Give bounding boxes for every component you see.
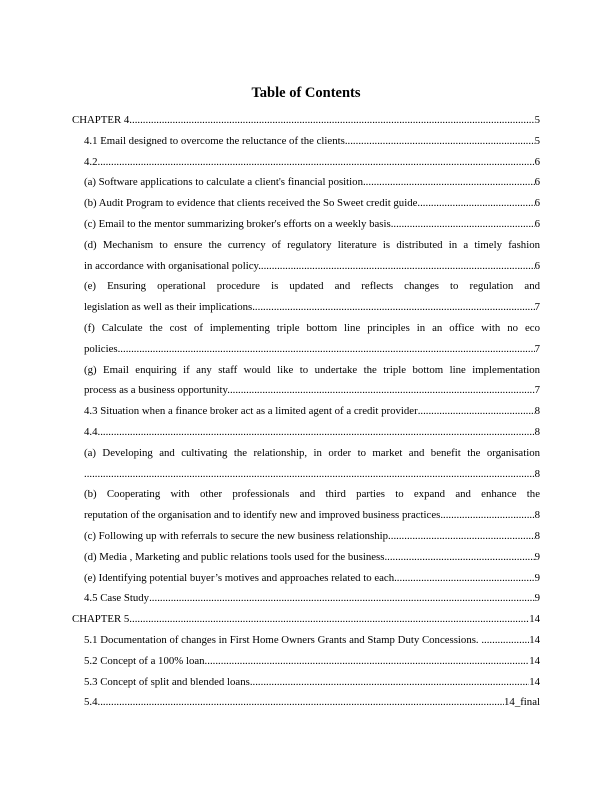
toc-entry[interactable] — [72, 152, 540, 173]
toc-entry-text: policies — [84, 342, 118, 355]
toc-entry[interactable] — [72, 401, 540, 422]
toc-entry-text: 4.5 Case Study — [84, 592, 150, 605]
dot-leader — [98, 692, 505, 713]
toc-entry-text: 5.2 Concept of a 100% loan — [84, 654, 205, 667]
toc-entry-text: (b) Audit Program to evidence that clients received the So Sweet credit guide — [84, 197, 418, 210]
toc-entry-line — [84, 131, 540, 152]
dot-leader — [84, 464, 535, 485]
dot-leader — [388, 526, 535, 547]
toc-entry-page-number: 8 — [534, 509, 540, 522]
toc-entry-text: legislation as well as their implications — [84, 301, 253, 314]
toc-entry-line — [84, 214, 540, 235]
toc-entry-page-number: 9 — [534, 571, 540, 584]
toc-entry-text: 4.2 — [84, 155, 98, 168]
toc-entry[interactable] — [72, 609, 540, 630]
toc-entry-line — [84, 568, 540, 589]
toc-entry-text: CHAPTER 5 — [72, 613, 130, 626]
dot-leader — [230, 380, 535, 401]
toc-entry-text-first-line: (d) Mechanism to ensure the currency of regulatory literature is distributed in a timely fashion — [84, 238, 540, 251]
toc-title: Table of Contents — [251, 85, 361, 101]
toc-entry-page-number: 14 — [529, 633, 540, 646]
dot-leader — [417, 193, 534, 214]
toc-entry-page-number: 5 — [534, 134, 540, 147]
toc-entry-page-number: 9 — [534, 550, 540, 563]
toc-entry-line — [84, 505, 540, 526]
toc-entry-line — [84, 588, 540, 609]
dot-leader — [129, 609, 529, 630]
toc-entry-line — [72, 110, 540, 131]
toc-entry-text-first-line: (a) Developing and cultivating the relationship, in order to market and benefit the organisation — [84, 446, 540, 459]
toc-entry-page-number: 6 — [534, 176, 540, 189]
toc-entry[interactable] — [72, 484, 540, 526]
dot-leader — [149, 588, 535, 609]
toc-entry[interactable] — [72, 588, 540, 609]
toc-entry[interactable] — [72, 547, 540, 568]
dot-leader — [418, 401, 535, 422]
toc-entry-line — [84, 339, 540, 360]
toc-entry-page-number: 14_final — [504, 696, 540, 709]
toc-entry[interactable] — [72, 172, 540, 193]
toc-entry-line — [84, 547, 540, 568]
toc-entry-page-number: 6 — [534, 197, 540, 210]
toc-entry-line — [84, 401, 540, 422]
dot-leader — [484, 630, 529, 651]
toc-entry-page-number: 6 — [534, 259, 540, 272]
toc-entry-text: 4.3 Situation when a finance broker act as a limited agent of a credit provider — [84, 405, 418, 418]
toc-entry-text: (e) Identifying potential buyer’s motives and approaches related to each — [84, 571, 395, 584]
dot-leader — [118, 339, 535, 360]
toc-entry-text: CHAPTER 4 — [72, 114, 130, 126]
toc-entry-text: (d) Media , Marketing and public relations tools used for the business — [84, 550, 385, 563]
dot-leader — [98, 152, 535, 173]
toc-entry-line — [84, 464, 540, 485]
dot-leader — [205, 651, 530, 672]
toc-entry-line — [84, 193, 540, 214]
toc-entry[interactable] — [72, 214, 540, 235]
toc-entry-page-number: 7 — [534, 342, 540, 355]
toc-entry[interactable] — [72, 276, 540, 318]
toc-entry-page-number: 8 — [534, 425, 540, 438]
dot-leader — [129, 110, 534, 131]
toc-entry[interactable] — [72, 318, 540, 360]
toc-entry-text: (c) Email to the mentor summarizing broker's efforts on a weekly basis — [84, 217, 391, 230]
toc-entry[interactable] — [72, 110, 540, 131]
dot-leader — [250, 672, 529, 693]
dot-leader — [261, 256, 535, 277]
dot-leader — [252, 297, 534, 318]
toc-entry-text: (c) Following up with referrals to secure the new business relationship — [84, 529, 389, 542]
toc-entry[interactable] — [72, 235, 540, 277]
toc-entry-page-number: 5 — [534, 114, 540, 126]
toc-entry-line — [84, 526, 540, 547]
dot-leader — [363, 172, 535, 193]
toc-entry-text-first-line: (b) Cooperating with other professionals and third parties to expand and enhance the — [84, 488, 540, 501]
toc-entry[interactable] — [72, 360, 540, 402]
toc-entry-text: process as a business opportunity. — [84, 384, 230, 397]
toc-entry-line — [84, 172, 540, 193]
toc-entry-line — [84, 630, 540, 651]
toc-entry[interactable] — [72, 568, 540, 589]
toc-list — [72, 110, 540, 713]
toc-entry-line — [72, 609, 540, 630]
toc-entry[interactable] — [72, 526, 540, 547]
toc-entry-text: in accordance with organisational policy. — [84, 259, 261, 272]
toc-entry-page-number: 8 — [534, 529, 540, 542]
toc-entry-line — [84, 422, 540, 443]
toc-entry-text: reputation of the organisation and to identify new and improved business practices — [84, 509, 441, 522]
toc-entry-text: 5.1 Documentation of changes in First Home Owners Grants and Stamp Duty Concessions. . — [84, 633, 485, 646]
toc-entry-line — [84, 692, 540, 713]
toc-entry-line — [84, 256, 540, 277]
toc-entry-text: 4.4 — [84, 425, 98, 438]
dot-leader — [345, 131, 535, 152]
toc-entry-text-first-line: (e) Ensuring operational procedure is updated and reflects changes to regulation and — [84, 280, 540, 293]
toc-entry-text: 5.3 Concept of split and blended loans — [84, 675, 250, 688]
toc-entry[interactable] — [72, 131, 540, 152]
toc-entry[interactable] — [72, 422, 540, 443]
toc-entry-text: (a) Software applications to calculate a client's financial position — [84, 176, 363, 189]
toc-entry-line — [84, 672, 540, 693]
toc-entry-page-number: 7 — [534, 301, 540, 314]
toc-entry[interactable] — [72, 193, 540, 214]
toc-entry-text-first-line: (f) Calculate the cost of implementing triple bottom line principles in an office with no eco — [84, 321, 540, 334]
toc-entry-page-number: 6 — [534, 155, 540, 168]
toc-entry-page-number: 14 — [529, 613, 540, 626]
toc-entry-line — [84, 152, 540, 173]
toc-entry[interactable] — [72, 651, 540, 672]
toc-entry[interactable] — [72, 692, 540, 713]
dot-leader — [391, 214, 535, 235]
toc-entry-text: 5.4 — [84, 696, 98, 709]
toc-entry-page-number: 9 — [534, 592, 540, 605]
toc-entry-text: 4.1 Email designed to overcome the reluctance of the clients — [84, 134, 345, 147]
dot-leader — [440, 505, 534, 526]
toc-entry[interactable] — [72, 443, 540, 485]
toc-entry-page-number: 8 — [534, 467, 540, 480]
toc-entry-page-number: 14 — [529, 654, 540, 667]
toc-entry-line — [84, 651, 540, 672]
dot-leader — [394, 568, 534, 589]
toc-entry[interactable] — [72, 672, 540, 693]
toc-entry-page-number: 7 — [534, 384, 540, 397]
toc-entry-page-number: 8 — [534, 405, 540, 418]
toc-entry-line — [84, 380, 540, 401]
toc-entry-text-first-line: (g) Email enquiring if any staff would like to undertake the triple bottom line implementation — [84, 363, 540, 376]
toc-entry[interactable] — [72, 630, 540, 651]
toc-entry-page-number: 6 — [534, 217, 540, 230]
dot-leader — [384, 547, 534, 568]
dot-leader — [98, 422, 535, 443]
toc-entry-page-number: 14 — [529, 675, 540, 688]
toc-entry-line — [84, 297, 540, 318]
